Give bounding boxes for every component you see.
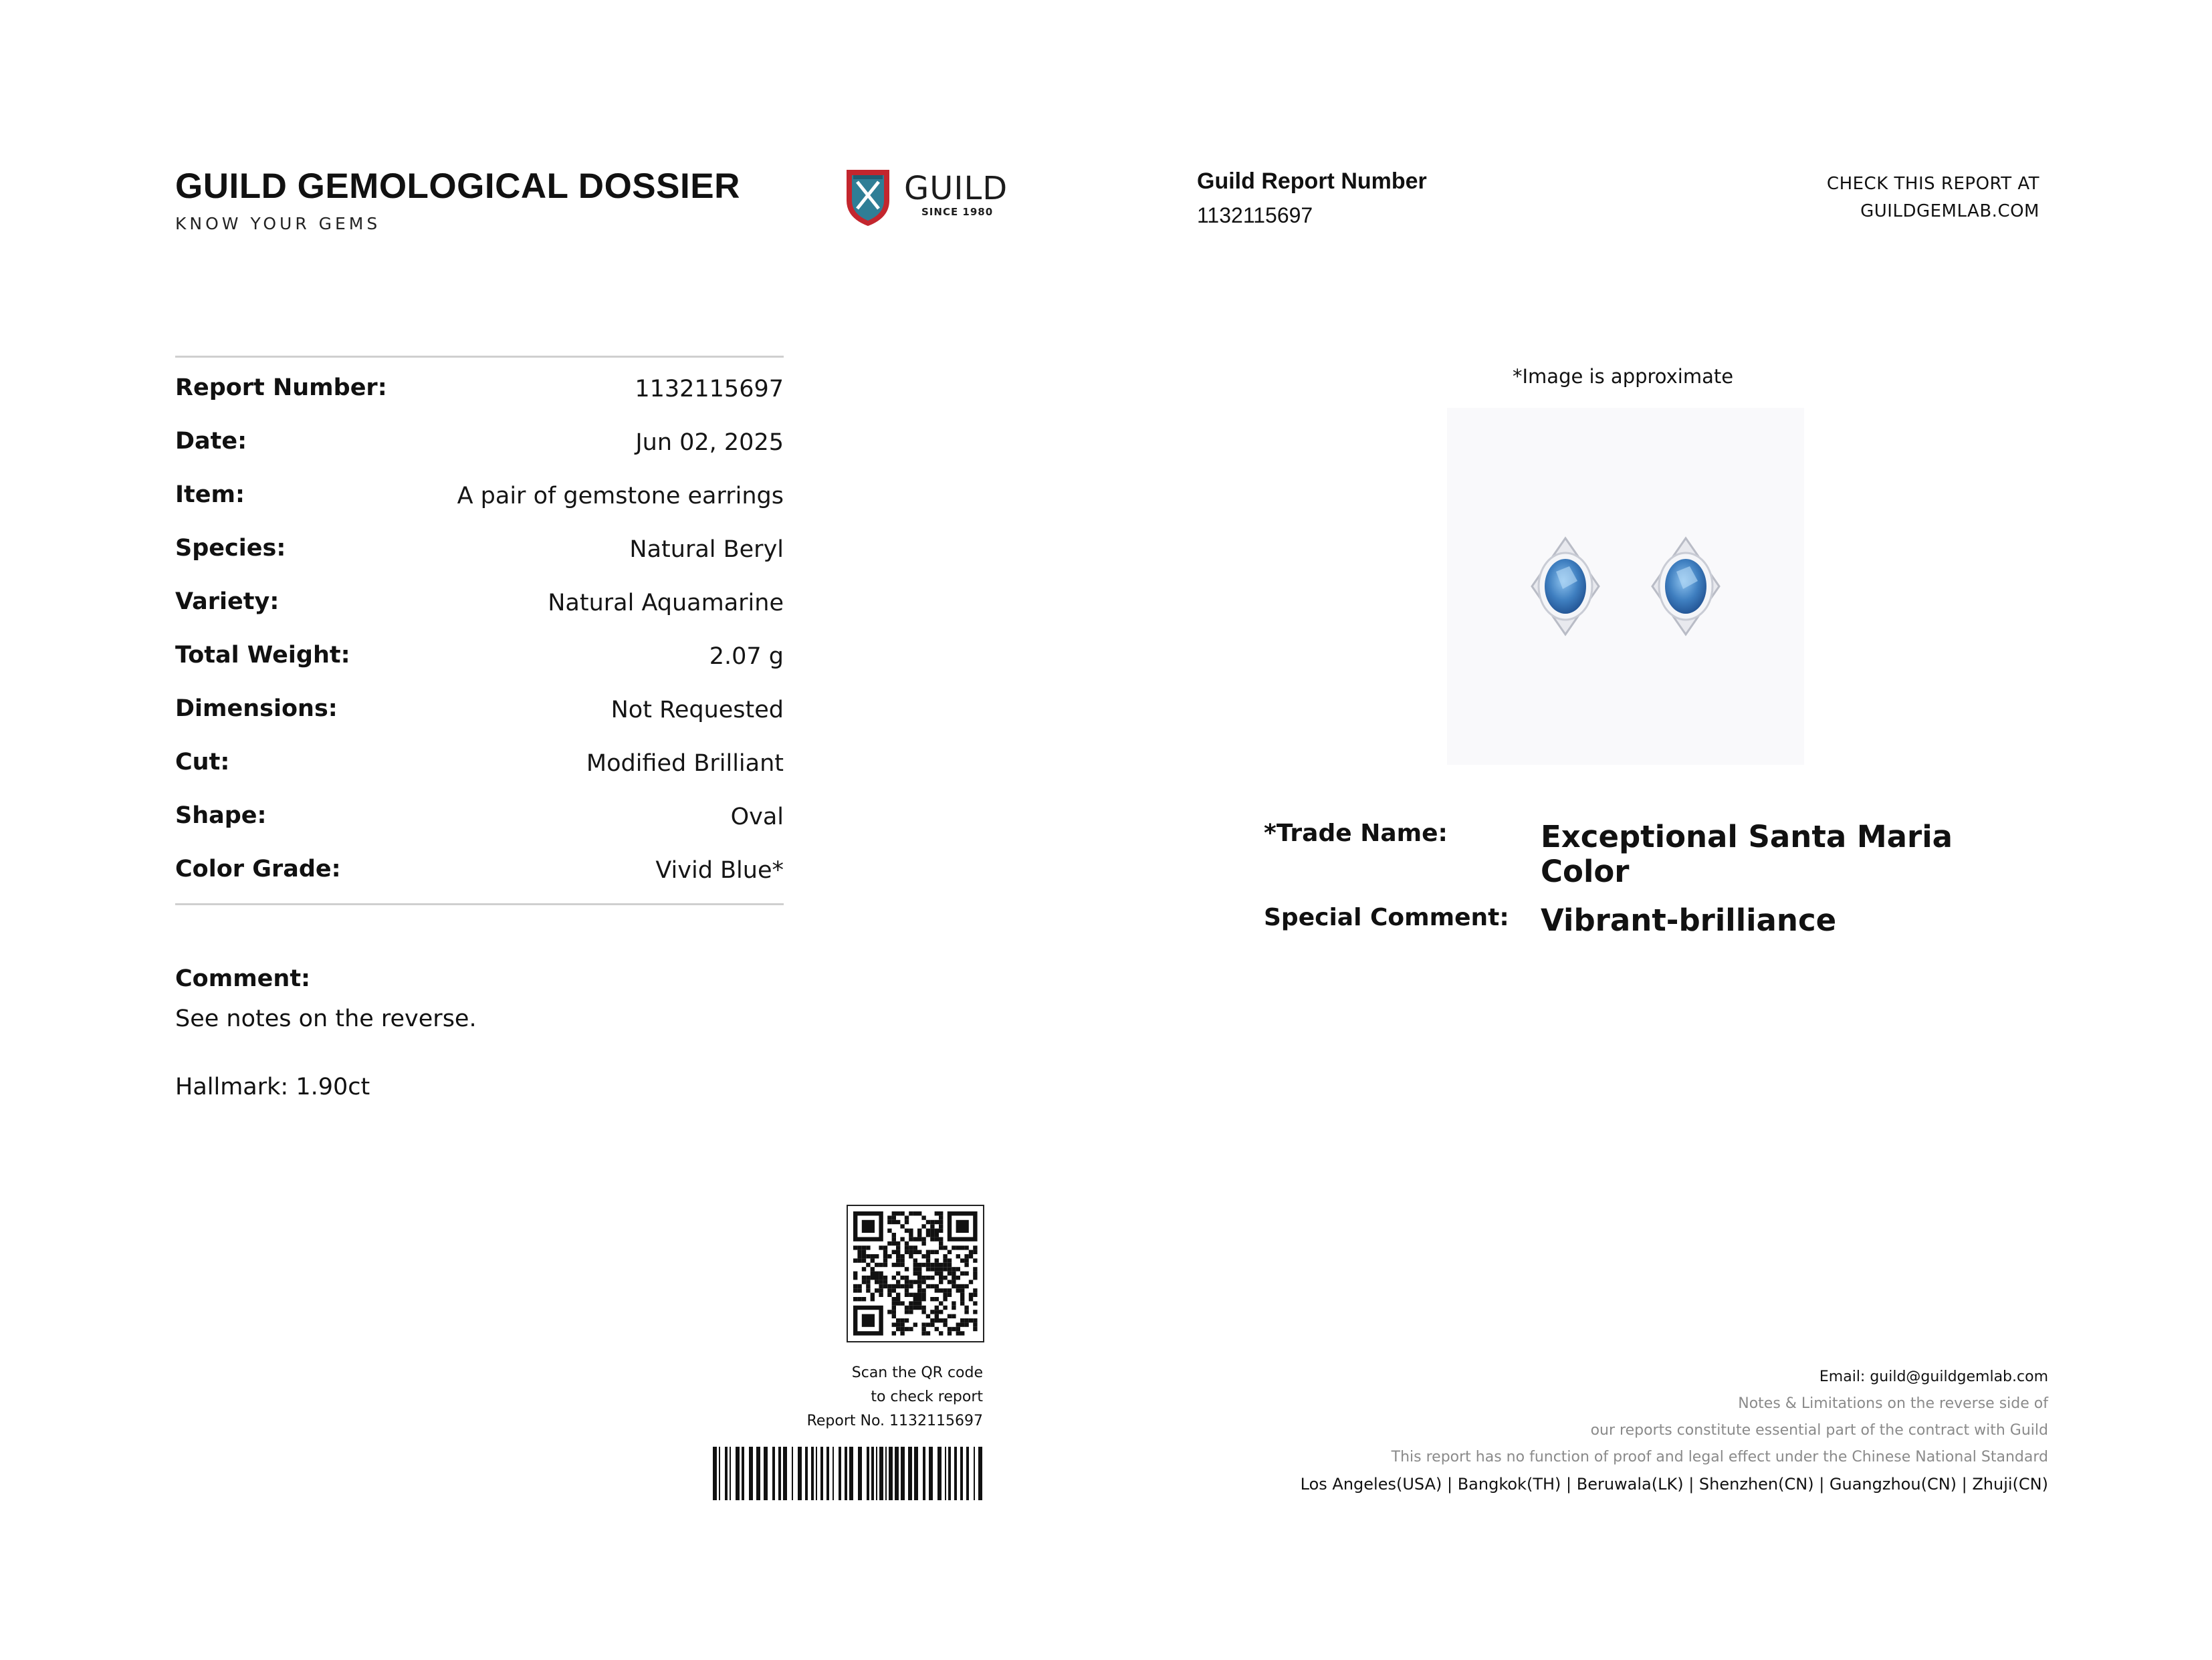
trade-name-value: Exceptional Santa Maria Color: [1541, 819, 1953, 889]
detail-value: Oval: [730, 804, 784, 830]
detail-label: Shape:: [175, 802, 267, 829]
detail-row-report-number: [175, 374, 784, 428]
detail-row-shape: [175, 802, 784, 856]
detail-row-dimensions: [175, 695, 784, 749]
detail-row-color-grade: [175, 856, 784, 909]
footer: [1301, 1364, 2048, 1498]
check-report-line1: CHECK THIS REPORT AT: [1826, 174, 2039, 194]
detail-value: 1132115697: [635, 376, 784, 402]
comment-text: See notes on the reverse.: [175, 1005, 477, 1032]
logo-wordmark: GUILD: [904, 170, 1008, 207]
image-approximate-note: *Image is approximate: [1513, 365, 1734, 388]
earrings-illustration: [1447, 408, 1804, 765]
earrings-photo: [1447, 408, 1804, 765]
detail-value: Not Requested: [611, 697, 784, 723]
detail-value: Jun 02, 2025: [635, 429, 784, 456]
detail-row-variety: [175, 588, 784, 642]
detail-label: Item:: [175, 481, 245, 508]
comment-label: Comment:: [175, 965, 311, 992]
detail-label: Report Number:: [175, 374, 387, 401]
detail-value: Natural Aquamarine: [548, 590, 784, 616]
table-bottom-rule: [175, 903, 784, 905]
guild-shield-icon: [844, 166, 892, 227]
footer-email[interactable]: Email: guild@guildgemlab.com: [1819, 1369, 2048, 1385]
detail-label: Color Grade:: [175, 856, 341, 882]
detail-value: Modified Brilliant: [586, 750, 784, 777]
detail-row-total-weight: [175, 642, 784, 695]
document-subtitle: KNOW YOUR GEMS: [175, 214, 381, 233]
qr-caption-line3: Report No. 1132115697: [806, 1413, 983, 1429]
barcode: [713, 1447, 984, 1500]
special-comment-value: Vibrant-brilliance: [1541, 903, 1837, 938]
detail-label: Total Weight:: [175, 642, 350, 669]
qr-finder-pattern: [853, 1306, 883, 1336]
footer-note-2: our reports constitute essential part of the contract with Guild: [1590, 1422, 2048, 1439]
detail-row-cut: [175, 749, 784, 802]
special-comment-label: Special Comment:: [1264, 904, 1509, 931]
detail-value: A pair of gemstone earrings: [457, 483, 784, 509]
guild-report-number-label: Guild Report Number: [1197, 168, 1427, 194]
detail-label: Species:: [175, 535, 286, 562]
qr-caption: [807, 1361, 983, 1433]
guild-report-number-value: 1132115697: [1197, 203, 1313, 227]
hallmark-text: Hallmark: 1.90ct: [175, 1074, 370, 1100]
check-report-url[interactable]: GUILDGEMLAB.COM: [1860, 201, 2039, 221]
footer-note-1: Notes & Limitations on the reverse side of: [1738, 1395, 2048, 1412]
logo-since: SINCE 1980: [921, 206, 994, 218]
qr-finder-pattern: [853, 1211, 883, 1241]
right-earring: [1652, 538, 1719, 634]
detail-value: Natural Beryl: [629, 536, 784, 563]
detail-label: Variety:: [175, 588, 280, 615]
detail-label: Date:: [175, 428, 247, 455]
table-top-rule: [175, 356, 784, 358]
left-earring: [1532, 538, 1599, 634]
trade-name-label: *Trade Name:: [1264, 820, 1448, 847]
qr-finder-pattern: [948, 1211, 978, 1241]
detail-value: 2.07 g: [709, 643, 784, 670]
detail-row-item: [175, 481, 784, 535]
qr-caption-line1: Scan the QR code: [851, 1365, 983, 1381]
detail-row-date: [175, 428, 784, 481]
document-title: GUILD GEMOLOGICAL DOSSIER: [175, 166, 740, 206]
footer-note-3: This report has no function of proof and legal effect under the Chinese National Standard: [1391, 1449, 2048, 1465]
detail-value: Vivid Blue*: [655, 857, 784, 884]
guild-logo: [844, 166, 1018, 229]
qr-code[interactable]: [847, 1205, 984, 1342]
detail-label: Cut:: [175, 749, 230, 776]
detail-label: Dimensions:: [175, 695, 338, 722]
qr-caption-line2: to check report: [871, 1389, 983, 1405]
footer-locations: Los Angeles(USA) | Bangkok(TH) | Beruwala(LK) | Shenzhen(CN) | Guangzhou(CN) | Zhuji(CN): [1300, 1475, 2048, 1494]
detail-row-species: [175, 535, 784, 588]
check-report-notice: [1827, 170, 2039, 225]
